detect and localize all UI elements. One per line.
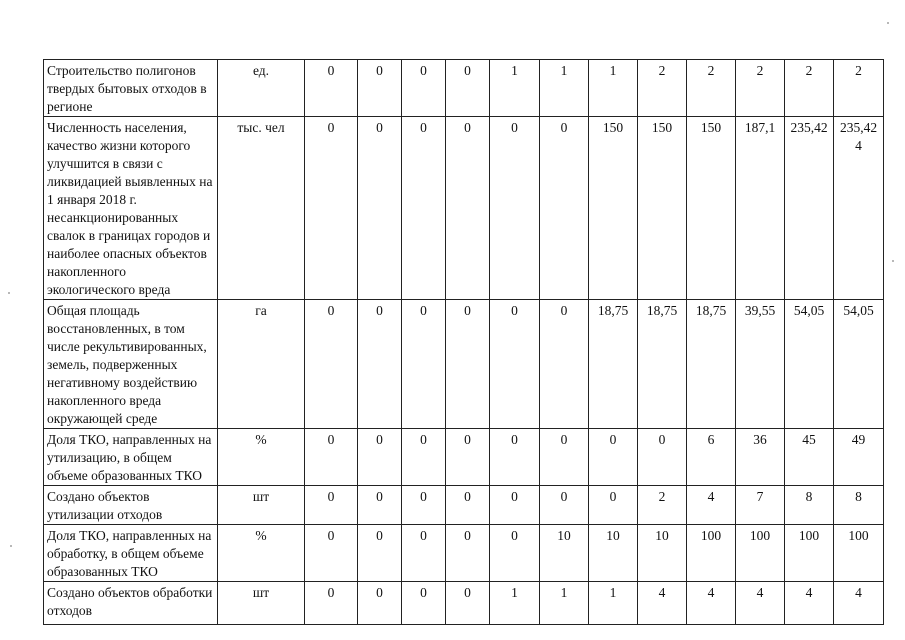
value-cell: 36 [736,429,785,486]
value-cell: 1 [540,582,589,625]
value-cell: 2 [638,486,687,525]
value-cell: 0 [402,429,446,486]
value-cell: 0 [305,60,358,117]
value-cell: 39,55 [736,300,785,429]
table-row [44,582,884,625]
value-cell: 0 [305,429,358,486]
value-cell: 18,75 [638,300,687,429]
value-cell: 0 [402,486,446,525]
indicator-name-cell: Численность населения, качество жизни которого улучшится в связи с ликвидацией выявленных на 1 января 2018 г. несанкционированных свалок в границах городов и наиболее опасных объектов накопленного экологического вреда [44,117,218,300]
value-cell: 1 [589,60,638,117]
unit-cell: шт [218,486,305,525]
value-cell: 0 [490,525,540,582]
value-cell: 0 [540,429,589,486]
value-cell: 0 [446,486,490,525]
table-row [44,525,884,582]
value-cell: 1 [490,60,540,117]
value-cell: 54,05 [834,300,884,429]
value-cell: 0 [358,300,402,429]
value-cell: 0 [490,300,540,429]
value-cell: 4 [687,582,736,625]
value-cell: 100 [834,525,884,582]
scan-dot [8,292,10,294]
value-cell: 0 [589,429,638,486]
value-cell: 0 [402,300,446,429]
table-row [44,60,884,117]
unit-cell: тыс. чел [218,117,305,300]
value-cell: 8 [834,486,884,525]
table-row [44,486,884,525]
value-cell: 0 [358,429,402,486]
value-cell: 7 [736,486,785,525]
value-cell: 0 [540,300,589,429]
value-cell: 0 [540,117,589,300]
value-cell: 18,75 [589,300,638,429]
value-cell: 235,42 [785,117,834,300]
value-cell: 0 [446,429,490,486]
table-row [44,300,884,429]
value-cell: 150 [589,117,638,300]
value-cell: 2 [785,60,834,117]
value-cell: 0 [638,429,687,486]
value-cell: 0 [358,582,402,625]
value-cell: 0 [490,429,540,486]
value-cell: 10 [540,525,589,582]
value-cell: 45 [785,429,834,486]
value-cell: 0 [402,60,446,117]
value-cell: 54,05 [785,300,834,429]
value-cell: 0 [305,582,358,625]
value-cell: 1 [540,60,589,117]
value-cell: 0 [358,486,402,525]
value-cell: 0 [305,486,358,525]
value-cell: 1 [589,582,638,625]
value-cell: 150 [638,117,687,300]
scan-dot [10,545,12,547]
unit-cell: ед. [218,60,305,117]
value-cell: 100 [785,525,834,582]
value-cell: 8 [785,486,834,525]
value-cell: 0 [446,525,490,582]
value-cell: 4 [687,486,736,525]
table-row [44,117,884,300]
value-cell: 4 [834,582,884,625]
indicator-name-cell: Доля ТКО, направленных на утилизацию, в общем объеме образованных ТКО [44,429,218,486]
value-cell: 150 [687,117,736,300]
value-cell: 0 [358,60,402,117]
value-cell: 0 [402,525,446,582]
scan-dot [892,260,894,262]
value-cell: 1 [490,582,540,625]
value-cell: 2 [834,60,884,117]
value-cell: 2 [736,60,785,117]
value-cell: 0 [305,525,358,582]
value-cell: 4 [736,582,785,625]
indicator-name-cell: Доля ТКО, направленных на обработку, в общем объеме образованных ТКО [44,525,218,582]
value-cell: 2 [687,60,736,117]
value-cell: 235,424 [834,117,884,300]
value-cell: 0 [446,300,490,429]
value-cell: 4 [785,582,834,625]
value-cell: 0 [358,525,402,582]
indicator-name-cell: Создано объектов утилизации отходов [44,486,218,525]
value-cell: 0 [490,486,540,525]
indicator-name-cell: Общая площадь восстановленных, в том числе рекультивированных, земель, подверженных негативному воздействию накопленного вреда окружающей среде [44,300,218,429]
unit-cell: га [218,300,305,429]
value-cell: 187,1 [736,117,785,300]
unit-cell: % [218,525,305,582]
value-cell: 6 [687,429,736,486]
value-cell: 0 [446,60,490,117]
value-cell: 100 [687,525,736,582]
value-cell: 0 [305,300,358,429]
indicator-name-cell: Создано объектов обработки отходов [44,582,218,625]
value-cell: 49 [834,429,884,486]
value-cell: 0 [402,582,446,625]
value-cell: 10 [589,525,638,582]
value-cell: 0 [540,486,589,525]
scan-dot [887,22,889,24]
value-cell: 0 [402,117,446,300]
value-cell: 0 [446,582,490,625]
value-cell: 10 [638,525,687,582]
unit-cell: шт [218,582,305,625]
table-row [44,429,884,486]
value-cell: 2 [638,60,687,117]
value-cell: 0 [358,117,402,300]
indicator-name-cell: Строительство полигонов твердых бытовых отходов в регионе [44,60,218,117]
value-cell: 0 [446,117,490,300]
value-cell: 0 [490,117,540,300]
value-cell: 0 [589,486,638,525]
value-cell: 4 [638,582,687,625]
indicators-table [43,59,884,625]
unit-cell: % [218,429,305,486]
value-cell: 18,75 [687,300,736,429]
value-cell: 100 [736,525,785,582]
value-cell: 0 [305,117,358,300]
table-body [44,60,884,625]
